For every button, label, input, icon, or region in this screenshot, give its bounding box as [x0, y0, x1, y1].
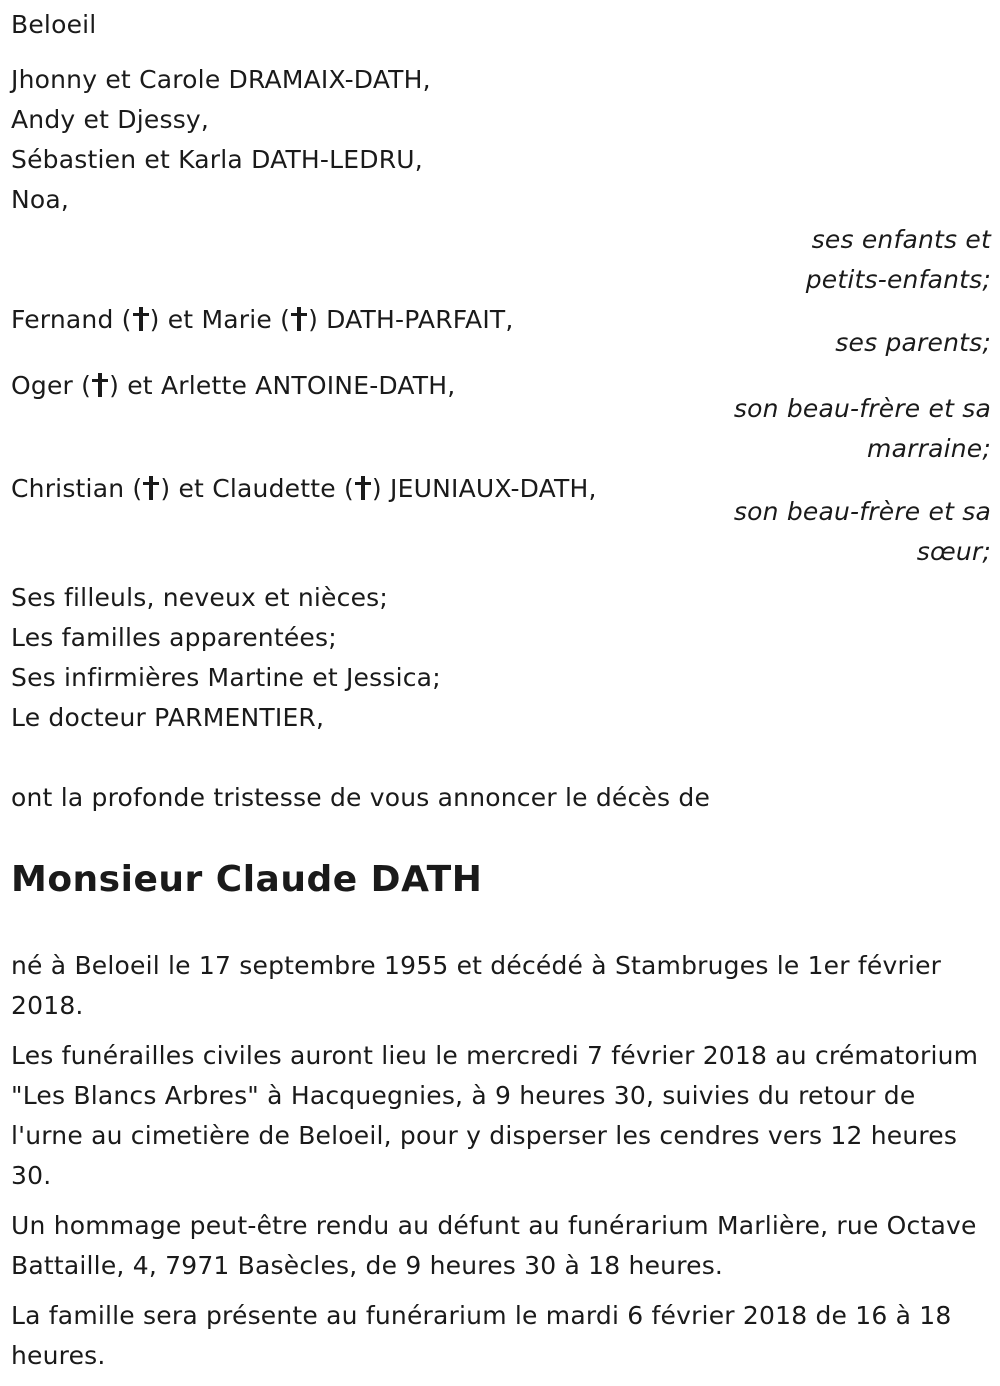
role-line: sœur; [916, 537, 991, 566]
announcement: ont la profonde tristesse de vous annoncer le décès de [11, 783, 711, 812]
family-presence-paragraph: La famille sera présente au funérarium le mardi 6 février 2018 de 16 à 18 heures. [11, 1301, 952, 1370]
funeral-paragraph: Les funérailles civiles auront lieu le mercredi 7 février 2018 au crématorium "Les Blancs Arbres" à Hacquegnies, à 9 heures 30, suivies du retour de l'urne au cimetière de Beloeil, pour y disperser les cendres vers 12 heures 30. [11, 1041, 979, 1190]
family-line: Noa, [11, 185, 70, 214]
family-line: Sébastien et Karla DATH-LEDRU, [11, 145, 423, 174]
cross-icon [143, 476, 159, 500]
others-list [11, 578, 991, 738]
obituary-notice [11, 0, 991, 1386]
parent-father: Fernand ( [11, 305, 132, 334]
others-line: Les familles apparentées; [11, 623, 337, 652]
role-line: son beau-frère et sa [733, 394, 991, 423]
parents-role: ses parents; [835, 328, 991, 357]
brother-in-law-2-surname: ) JEUNIAUX-DATH, [371, 474, 597, 503]
brother-in-law-1-name: Oger ( [11, 371, 92, 400]
brother-in-law-2-name: Christian ( [11, 474, 143, 503]
role-line: marraine; [867, 434, 991, 463]
tribute-paragraph: Un hommage peut-être rendu au défunt au funérarium Marlière, rue Octave Battaille, 4, 7971 Basècles, de 9 heures 30 à 18 heures. [11, 1211, 977, 1280]
others-line: Ses filleuls, neveux et nièces; [11, 583, 389, 612]
parent-mother: ) et Marie ( [149, 305, 291, 334]
deceased-name: Monsieur Claude DATH [11, 859, 483, 900]
children-list [11, 60, 991, 220]
family-line: Jhonny et Carole DRAMAIX-DATH, [11, 65, 431, 94]
sister-name: ) et Claudette ( [160, 474, 354, 503]
cross-icon [133, 307, 149, 331]
brother-in-law-1-rest: ) et Arlette ANTOINE-DATH, [109, 371, 456, 400]
location: Beloeil [11, 10, 97, 39]
cross-icon [291, 307, 307, 331]
role-line: ses enfants et [811, 225, 991, 254]
children-role [11, 220, 991, 300]
cross-icon [92, 373, 108, 397]
others-line: Le docteur PARMENTIER, [11, 703, 325, 732]
role-line: petits-enfants; [805, 265, 991, 294]
others-line: Ses infirmières Martine et Jessica; [11, 663, 441, 692]
parent-surname: ) DATH-PARFAIT, [308, 305, 514, 334]
family-line: Andy et Djessy, [11, 105, 210, 134]
cross-icon [355, 476, 371, 500]
birth-death-paragraph: né à Beloeil le 17 septembre 1955 et décédé à Stambruges le 1er février 2018. [11, 951, 942, 1020]
details [11, 946, 991, 1376]
role-line: son beau-frère et sa [733, 497, 991, 526]
